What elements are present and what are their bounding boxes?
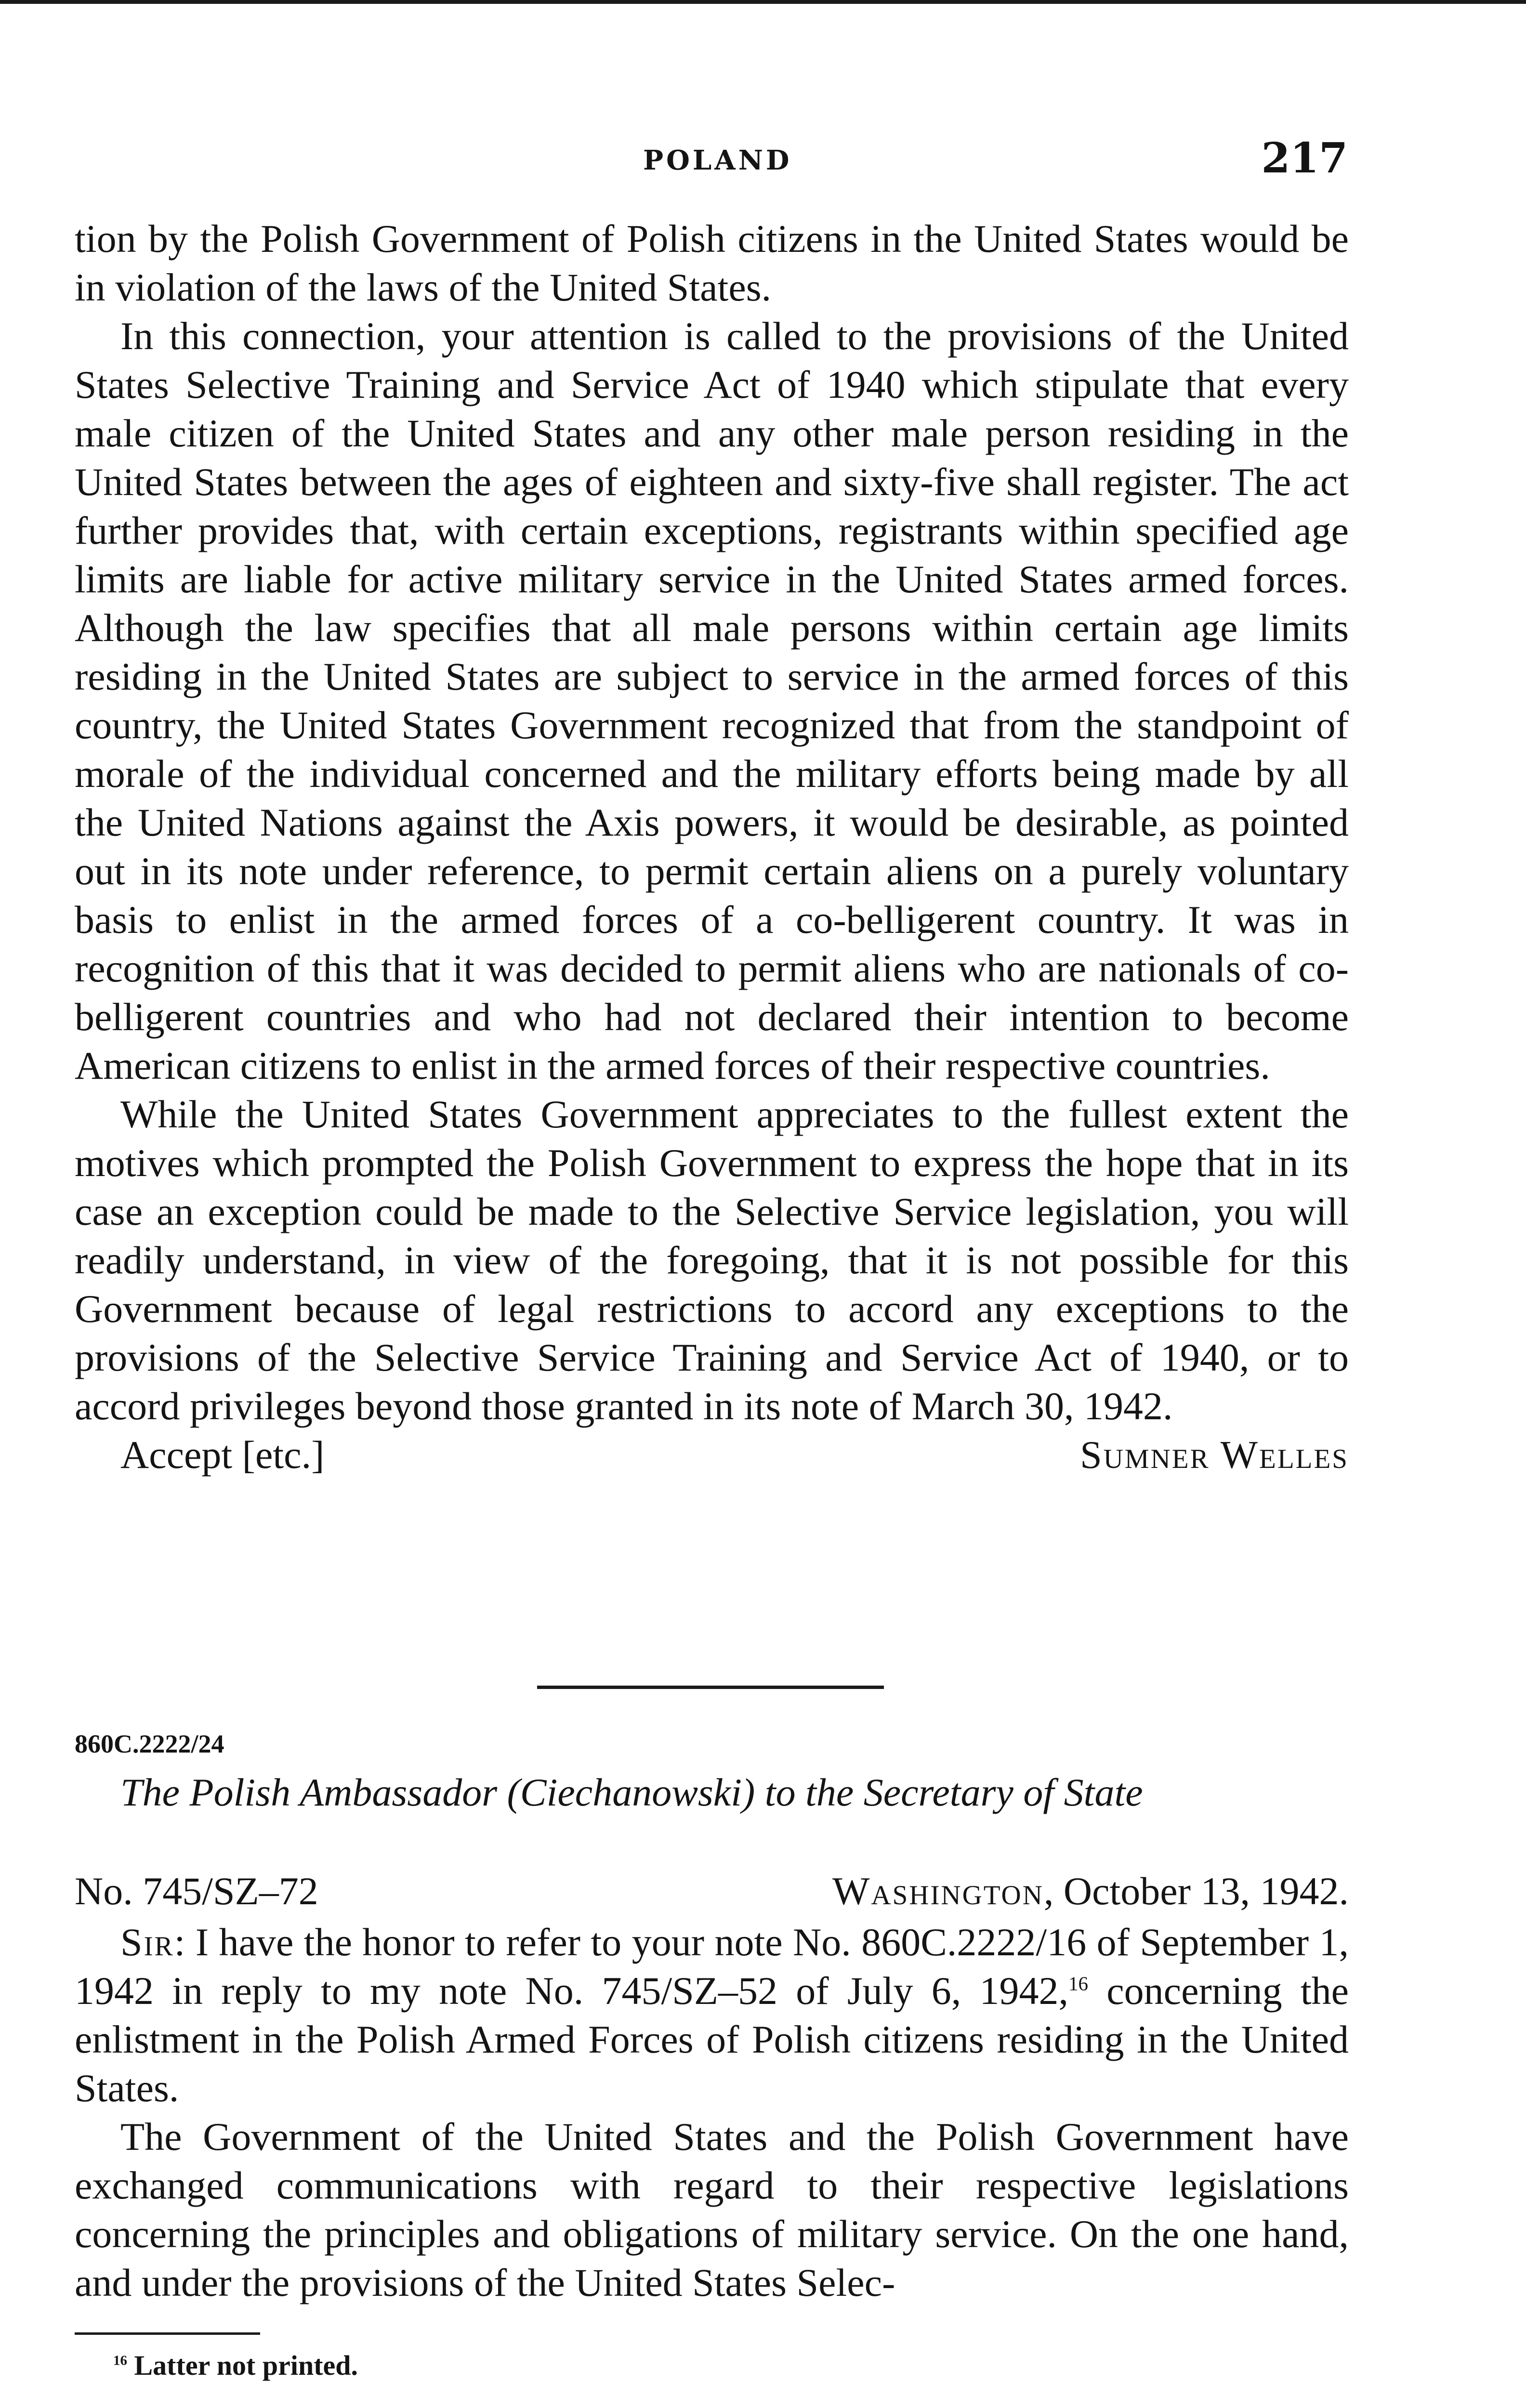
section-separator-rule — [537, 1686, 884, 1689]
dateline-date: , October 13, 1942. — [1043, 1869, 1349, 1913]
dateline-row — [75, 1869, 1349, 1914]
salutation: Sir — [120, 1920, 174, 1964]
footnote-reference: 16 — [1068, 1972, 1089, 1995]
footnote-text: Latter not printed. — [127, 2350, 358, 2381]
letter1-paragraph-2: In this connection, your attention is called to the provisions of the United States Selective Training and Service Act of 1940 which stipulate that every male citizen of the United States and any other male person residing in the United States between the ages of eighteen and sixty-five shall register. The act further provides that, with certain exceptions, registrants within specified age limits are liable for active military service in the United States armed forces. Although the law specifies that all male persons within certain age limits residing in the United States are subject to service in the armed forces of this country, the United States Government recognized that from the standpoint of morale of the individual concerned and the military efforts being made by all the United Nations against the Axis powers, it would be desirable, as pointed out in its note under reference, to permit certain aliens on a purely voluntary basis to enlist in the armed forces of a co-belligerent country. It was in recognition of this that it was decided to permit aliens who are nationals of co-belligerent countries and who had not declared their intention to become American citizens to enlist in the armed forces of their respective countries. — [75, 314, 1349, 1087]
letter2-body — [75, 1918, 1349, 2307]
footnote — [113, 2349, 358, 2382]
top-edge-rule — [0, 0, 1526, 4]
file-number: 860C.2222/24 — [75, 1729, 224, 1758]
signature: Sumner Welles — [1080, 1433, 1349, 1477]
page-number: 217 — [1261, 134, 1348, 183]
letter2-paragraph-1-tail: concerning the enlistment in the Polish Armed Forces of Polish citizens residing in the United States. — [75, 1969, 1349, 2110]
running-head: POLAND — [643, 144, 792, 176]
document-heading: The Polish Ambassador (Ciechanowski) to the Secretary of State — [120, 1770, 1143, 1814]
note-number: No. 745/SZ–72 — [75, 1869, 318, 1913]
footnote-rule — [75, 2332, 260, 2335]
letter2-paragraph-1 — [75, 1918, 1349, 2112]
letter2-paragraph-2: The Government of the United States and the Polish Government have exchanged communications with regard to their respective legislations concerning the principles and obligations of military service. On the one hand, and under the provisions of the United States Selec- — [75, 2115, 1349, 2304]
letter1-paragraph-1: tion by the Polish Government of Polish citizens in the United States would be in violation of the laws of the United States. — [75, 217, 1349, 309]
letter1-body — [75, 214, 1349, 1479]
letter1-paragraph-3: While the United States Government appreciates to the fullest extent the motives which prompted the Polish Government to express the hope that in its case an exception could be made to the Selective Service legislation, you will readily understand, in view of the foregoing, that it is not possible for this Government because of legal restrictions to accord any exceptions to the provisions of the Selective Service Training and Service Act of 1940, or to accord privileges beyond those granted in its note of March 30, 1942. — [75, 1092, 1349, 1428]
letter2-paragraph-1-text: : I have the honor to refer to your note No. 860C.2222/16 of September 1, 1942 in reply to my note No. 745/SZ–52 of July 6, 1942, — [75, 1920, 1349, 2013]
footnote-marker: 16 — [113, 2353, 127, 2369]
closing-phrase: Accept [etc.] — [120, 1433, 325, 1477]
dateline — [832, 1869, 1349, 1914]
dateline-place: Washington — [832, 1869, 1044, 1913]
closing-row — [75, 1430, 1349, 1479]
